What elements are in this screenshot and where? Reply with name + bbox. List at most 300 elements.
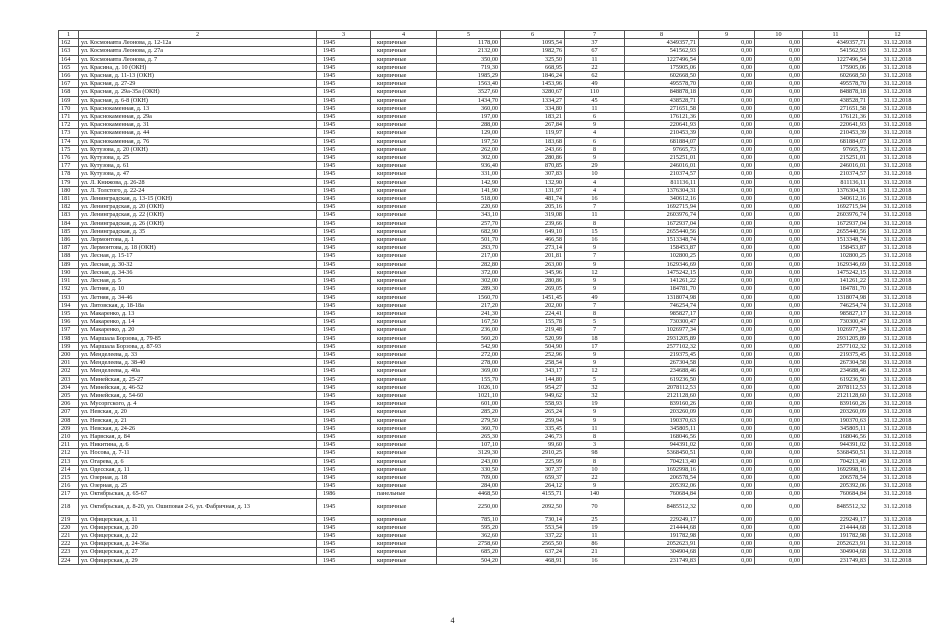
year-built-cell: 1945 [317,154,371,162]
address-cell: ул. Кутузова, д. 61 [79,162,317,170]
residents-count-cell: 45 [565,96,625,104]
year-built-cell: 1945 [317,285,371,293]
row-number-cell: 205 [59,391,79,399]
value-col-9-cell: 0,00 [699,277,755,285]
value-col-9-cell: 0,00 [699,219,755,227]
wall-material-cell: кирпичные [371,515,437,523]
date-cell: 31.12.2018 [869,72,927,80]
residents-count-cell: 5 [565,375,625,383]
total-amount-cell: 5368450,51 [803,449,869,457]
total-area-cell: 284,00 [437,482,501,490]
year-built-cell: 1945 [317,129,371,137]
date-cell: 31.12.2018 [869,367,927,375]
wall-material-cell: кирпичные [371,55,437,63]
wall-material-cell: кирпичные [371,432,437,440]
row-number-cell: 174 [59,137,79,145]
total-area-cell: 709,00 [437,473,501,481]
table-row [59,178,927,186]
residents-count-cell: 110 [565,88,625,96]
table-row [59,72,927,80]
value-col-9-cell: 0,00 [699,400,755,408]
total-amount-cell: 97665,73 [803,145,869,153]
total-area-cell: 504,20 [437,556,501,564]
address-cell: ул. Одесская, д. 11 [79,465,317,473]
address-cell: ул. Лермонтова, д. 18 (ОКН) [79,244,317,252]
total-area-cell: 4468,50 [437,490,501,498]
year-built-cell: 1945 [317,318,371,326]
total-area-cell: 369,00 [437,367,501,375]
residents-count-cell: 9 [565,408,625,416]
value-col-10-cell: 0,00 [755,473,803,481]
total-amount-cell: 271651,58 [803,104,869,112]
value-col-10-cell: 0,00 [755,195,803,203]
year-built-cell: 1945 [317,277,371,285]
date-cell: 31.12.2018 [869,309,927,317]
residents-count-cell: 62 [565,72,625,80]
amount-cell: 2577102,32 [625,342,699,350]
table-row [59,219,927,227]
register-table-container [58,30,912,565]
year-built-cell: 1945 [317,211,371,219]
row-number-cell: 180 [59,186,79,194]
value-col-10-cell: 0,00 [755,556,803,564]
total-area-cell: 167,50 [437,318,501,326]
value-col-9-cell: 0,00 [699,342,755,350]
address-cell: ул. Невская, д. 24-26 [79,424,317,432]
living-area-cell: 280,86 [501,154,565,162]
year-built-cell: 1945 [317,195,371,203]
value-col-9-cell: 0,00 [699,490,755,498]
amount-cell: 215251,01 [625,154,699,162]
wall-material-cell: кирпичные [371,162,437,170]
total-amount-cell: 4349357,71 [803,39,869,47]
amount-cell: 2078112,53 [625,383,699,391]
row-number-cell: 203 [59,375,79,383]
year-built-cell: 1945 [317,359,371,367]
address-cell: ул. Ленинградская, д. 13-15 (ОКН) [79,195,317,203]
living-area-cell: 668,95 [501,63,565,71]
amount-cell: 229249,17 [625,515,699,523]
living-area-cell: 183,68 [501,137,565,145]
living-area-cell: 183,21 [501,113,565,121]
living-area-cell: 468,91 [501,556,565,564]
value-col-10-cell: 0,00 [755,227,803,235]
value-col-9-cell: 0,00 [699,154,755,162]
total-amount-cell: 190370,63 [803,416,869,424]
value-col-10-cell: 0,00 [755,88,803,96]
residents-count-cell: 8 [565,145,625,153]
value-col-9-cell: 0,00 [699,113,755,121]
year-built-cell: 1945 [317,260,371,268]
value-col-9-cell: 0,00 [699,129,755,137]
value-col-10-cell: 0,00 [755,162,803,170]
value-col-10-cell: 0,00 [755,260,803,268]
residents-count-cell: 8 [565,309,625,317]
living-area-cell: 319,08 [501,211,565,219]
total-area-cell: 1434,70 [437,96,501,104]
value-col-10-cell: 0,00 [755,326,803,334]
value-col-10-cell: 0,00 [755,55,803,63]
year-built-cell: 1945 [317,408,371,416]
total-amount-cell: 229249,17 [803,515,869,523]
row-number-cell: 167 [59,80,79,88]
wall-material-cell: кирпичные [371,350,437,358]
residents-count-cell: 11 [565,211,625,219]
year-built-cell: 1945 [317,104,371,112]
housing-register-table [58,30,927,565]
residents-count-cell: 22 [565,473,625,481]
year-built-cell: 1945 [317,145,371,153]
living-area-cell: 481,74 [501,195,565,203]
address-cell: ул. Невская, д. 21 [79,416,317,424]
total-area-cell: 220,60 [437,203,501,211]
living-area-cell: 273,14 [501,244,565,252]
amount-cell: 168046,56 [625,432,699,440]
table-row [59,285,927,293]
living-area-cell: 466,58 [501,236,565,244]
date-cell: 31.12.2018 [869,383,927,391]
amount-cell: 704213,40 [625,457,699,465]
wall-material-cell: кирпичные [371,219,437,227]
address-cell: ул. Никитина, д. 6 [79,441,317,449]
residents-count-cell: 10 [565,170,625,178]
value-col-10-cell: 0,00 [755,432,803,440]
value-col-10-cell: 0,00 [755,268,803,276]
table-row [59,80,927,88]
address-cell: ул. Макаренко, д. 13 [79,309,317,317]
amount-cell: 811136,11 [625,178,699,186]
date-cell: 31.12.2018 [869,121,927,129]
residents-count-cell: 140 [565,490,625,498]
total-area-cell: 197,50 [437,137,501,145]
total-amount-cell: 267304,58 [803,359,869,367]
total-amount-cell: 2931205,89 [803,334,869,342]
table-row [59,39,927,47]
address-cell: ул. Летняя, д. 34-46 [79,293,317,301]
wall-material-cell: кирпичные [371,154,437,162]
total-area-cell: 2250,00 [437,498,501,515]
value-col-10-cell: 0,00 [755,80,803,88]
date-cell: 31.12.2018 [869,350,927,358]
amount-cell: 271651,58 [625,104,699,112]
value-col-10-cell: 0,00 [755,383,803,391]
date-cell: 31.12.2018 [869,104,927,112]
wall-material-cell: кирпичные [371,227,437,235]
year-built-cell: 1945 [317,540,371,548]
residents-count-cell: 16 [565,236,625,244]
value-col-10-cell: 0,00 [755,408,803,416]
value-col-9-cell: 0,00 [699,80,755,88]
value-col-9-cell: 0,00 [699,367,755,375]
row-number-cell: 169 [59,96,79,104]
year-built-cell: 1945 [317,367,371,375]
total-amount-cell: 231749,83 [803,556,869,564]
row-number-cell: 220 [59,523,79,531]
living-area-cell: 259,94 [501,416,565,424]
amount-cell: 141261,22 [625,277,699,285]
address-cell: ул. Минейская, д. 46-52 [79,383,317,391]
table-row [59,473,927,481]
date-cell: 31.12.2018 [869,375,927,383]
wall-material-cell: кирпичные [371,170,437,178]
address-cell: ул. Октябрьская, д. 8-20, ул. Ошиповая 2-6, ул. Фабричная, д. 13 [79,498,317,515]
date-cell: 31.12.2018 [869,162,927,170]
residents-count-cell: 9 [565,244,625,252]
amount-cell: 176121,36 [625,113,699,121]
total-area-cell: 217,20 [437,301,501,309]
row-number-cell: 217 [59,490,79,498]
row-number-cell: 176 [59,154,79,162]
wall-material-cell: кирпичные [371,63,437,71]
value-col-9-cell: 0,00 [699,457,755,465]
value-col-10-cell: 0,00 [755,137,803,145]
total-amount-cell: 1513348,74 [803,236,869,244]
total-amount-cell: 2078112,53 [803,383,869,391]
residents-count-cell: 19 [565,523,625,531]
total-area-cell: 236,00 [437,326,501,334]
row-number-cell: 206 [59,400,79,408]
year-built-cell: 1945 [317,268,371,276]
year-built-cell: 1945 [317,309,371,317]
living-area-cell: 954,27 [501,383,565,391]
living-area-cell: 4155,71 [501,490,565,498]
living-area-cell: 265,24 [501,408,565,416]
total-area-cell: 257,70 [437,219,501,227]
living-area-cell: 224,41 [501,309,565,317]
year-built-cell: 1945 [317,178,371,186]
value-col-9-cell: 0,00 [699,39,755,47]
total-amount-cell: 220641,93 [803,121,869,129]
row-number-cell: 199 [59,342,79,350]
total-amount-cell: 102800,25 [803,252,869,260]
table-row [59,531,927,539]
value-col-9-cell: 0,00 [699,170,755,178]
amount-cell: 2655440,56 [625,227,699,235]
row-number-cell: 214 [59,465,79,473]
value-col-9-cell: 0,00 [699,350,755,358]
total-area-cell: 1563,40 [437,80,501,88]
address-cell: ул. Краснокаменная, д. 44 [79,129,317,137]
total-area-cell: 685,20 [437,548,501,556]
address-cell: ул. Невская, д. 20 [79,408,317,416]
table-row [59,211,927,219]
wall-material-cell: кирпичные [371,531,437,539]
total-area-cell: 288,00 [437,121,501,129]
date-cell: 31.12.2018 [869,236,927,244]
row-number-cell: 222 [59,540,79,548]
address-cell: ул. Офицерская, д. 29 [79,556,317,564]
wall-material-cell: кирпичные [371,39,437,47]
living-area-cell: 219,48 [501,326,565,334]
total-area-cell: 265,30 [437,432,501,440]
amount-cell: 944391,02 [625,441,699,449]
residents-count-cell: 3 [565,441,625,449]
value-col-10-cell: 0,00 [755,400,803,408]
residents-count-cell: 16 [565,195,625,203]
address-cell: ул. Макаренко, д. 14 [79,318,317,326]
total-area-cell: 542,90 [437,342,501,350]
amount-cell: 267304,58 [625,359,699,367]
value-col-10-cell: 0,00 [755,318,803,326]
row-number-cell: 183 [59,211,79,219]
residents-count-cell: 98 [565,449,625,457]
table-row [59,449,927,457]
address-cell: ул. Офицерская, д. 27 [79,548,317,556]
address-cell: ул. Маршала Борзова, д. 79-85 [79,334,317,342]
value-col-9-cell: 0,00 [699,293,755,301]
year-built-cell: 1945 [317,39,371,47]
address-cell: ул. Космонавта Леонова, д. 12-12а [79,39,317,47]
address-cell: ул. Летняя, д. 10 [79,285,317,293]
date-cell: 31.12.2018 [869,465,927,473]
living-area-cell: 520,99 [501,334,565,342]
year-built-cell: 1945 [317,457,371,465]
col-header: 1 [59,31,79,39]
value-col-10-cell: 0,00 [755,309,803,317]
total-area-cell: 682,90 [437,227,501,235]
row-number-cell: 184 [59,219,79,227]
year-built-cell: 1945 [317,391,371,399]
table-row [59,96,927,104]
wall-material-cell: кирпичные [371,342,437,350]
row-number-cell: 215 [59,473,79,481]
total-amount-cell: 176121,36 [803,113,869,121]
amount-cell: 206578,54 [625,473,699,481]
wall-material-cell: кирпичные [371,236,437,244]
table-row [59,548,927,556]
address-cell: ул. Озерная, д. 18 [79,473,317,481]
date-cell: 31.12.2018 [869,145,927,153]
value-col-9-cell: 0,00 [699,63,755,71]
row-number-cell: 175 [59,145,79,153]
total-area-cell: 279,50 [437,416,501,424]
residents-count-cell: 15 [565,227,625,235]
value-col-10-cell: 0,00 [755,540,803,548]
table-row [59,309,927,317]
value-col-9-cell: 0,00 [699,540,755,548]
row-number-cell: 192 [59,285,79,293]
col-header: 10 [755,31,803,39]
residents-count-cell: 9 [565,359,625,367]
residents-count-cell: 70 [565,498,625,515]
living-area-cell: 949,62 [501,391,565,399]
total-amount-cell: 1318074,98 [803,293,869,301]
living-area-cell: 252,96 [501,350,565,358]
row-number-cell: 224 [59,556,79,564]
living-area-cell: 649,10 [501,227,565,235]
amount-cell: 97665,73 [625,145,699,153]
total-amount-cell: 2655440,56 [803,227,869,235]
date-cell: 31.12.2018 [869,88,927,96]
amount-cell: 5368450,51 [625,449,699,457]
total-area-cell: 501,70 [437,236,501,244]
residents-count-cell: 9 [565,121,625,129]
wall-material-cell: кирпичные [371,137,437,145]
year-built-cell: 1945 [317,424,371,432]
date-cell: 31.12.2018 [869,391,927,399]
col-header: 3 [317,31,371,39]
value-col-9-cell: 0,00 [699,301,755,309]
row-number-cell: 216 [59,482,79,490]
value-col-9-cell: 0,00 [699,441,755,449]
total-area-cell: 936,40 [437,162,501,170]
address-cell: ул. Лермонтова, д. 1 [79,236,317,244]
total-amount-cell: 246016,01 [803,162,869,170]
amount-cell: 602668,50 [625,72,699,80]
total-amount-cell: 1475242,15 [803,268,869,276]
value-col-10-cell: 0,00 [755,129,803,137]
amount-cell: 760684,84 [625,490,699,498]
amount-cell: 1475242,15 [625,268,699,276]
row-number-cell: 166 [59,72,79,80]
residents-count-cell: 8 [565,219,625,227]
value-col-10-cell: 0,00 [755,367,803,375]
amount-cell: 985827,17 [625,309,699,317]
date-cell: 31.12.2018 [869,416,927,424]
residents-count-cell: 11 [565,104,625,112]
wall-material-cell: кирпичные [371,244,437,252]
value-col-10-cell: 0,00 [755,96,803,104]
total-area-cell: 560,20 [437,334,501,342]
value-col-10-cell: 0,00 [755,203,803,211]
year-built-cell: 1945 [317,162,371,170]
year-built-cell: 1945 [317,342,371,350]
date-cell: 31.12.2018 [869,432,927,440]
address-cell: ул. Нарвская, д. 84 [79,432,317,440]
year-built-cell: 1945 [317,556,371,564]
row-number-cell: 195 [59,309,79,317]
total-area-cell: 278,00 [437,359,501,367]
amount-cell: 345805,11 [625,424,699,432]
col-header: 2 [79,31,317,39]
table-row [59,236,927,244]
col-header: 5 [437,31,501,39]
year-built-cell: 1945 [317,186,371,194]
row-number-cell: 193 [59,293,79,301]
year-built-cell: 1945 [317,473,371,481]
amount-cell: 541562,93 [625,47,699,55]
living-area-cell: 225,99 [501,457,565,465]
living-area-cell: 144,80 [501,375,565,383]
value-col-10-cell: 0,00 [755,531,803,539]
address-cell: ул. Носова, д. 7-11 [79,449,317,457]
year-built-cell: 1945 [317,465,371,473]
value-col-10-cell: 0,00 [755,465,803,473]
value-col-9-cell: 0,00 [699,334,755,342]
amount-cell: 4349357,71 [625,39,699,47]
date-cell: 31.12.2018 [869,178,927,186]
address-cell: ул. Ленинградская, д. 35 [79,227,317,235]
amount-cell: 102800,25 [625,252,699,260]
address-cell: ул. Ленинградская, д. 20 (ОКН) [79,203,317,211]
table-row [59,186,927,194]
amount-cell: 1318074,98 [625,293,699,301]
residents-count-cell: 32 [565,391,625,399]
value-col-9-cell: 0,00 [699,186,755,194]
amount-cell: 2603976,74 [625,211,699,219]
address-cell: ул. Л. Толстого, д. 22-24 [79,186,317,194]
table-row [59,268,927,276]
value-col-9-cell: 0,00 [699,104,755,112]
address-cell: ул. Мусоргского, д. 4 [79,400,317,408]
total-area-cell: 142,90 [437,178,501,186]
wall-material-cell: кирпичные [371,121,437,129]
address-cell: ул. Огарева, д. 6 [79,457,317,465]
wall-material-cell: кирпичные [371,72,437,80]
value-col-9-cell: 0,00 [699,556,755,564]
total-area-cell: 3527,60 [437,88,501,96]
date-cell: 31.12.2018 [869,47,927,55]
